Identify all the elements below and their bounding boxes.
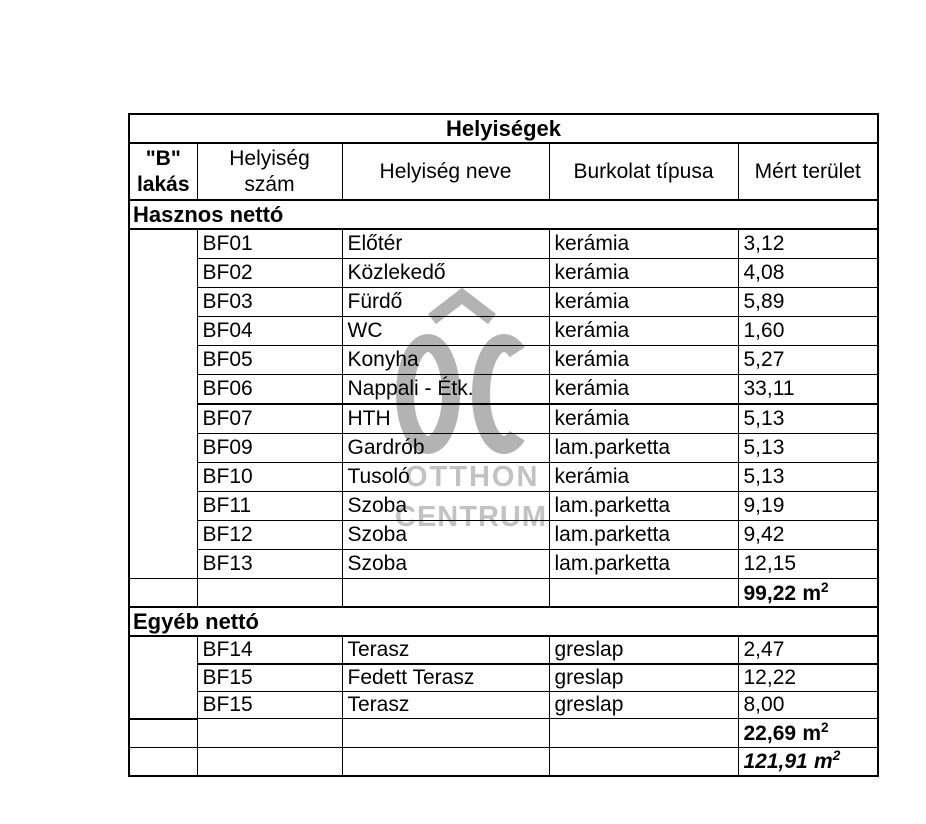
cell-room-name: Tusoló bbox=[342, 463, 549, 492]
cell-room-name: Gardrób bbox=[342, 434, 549, 463]
cell-room-number: BF04 bbox=[197, 317, 342, 346]
cell-room-number: BF14 bbox=[197, 636, 342, 664]
cell-flooring: lam.parketta bbox=[549, 434, 738, 463]
cell-flooring: kerámia bbox=[549, 463, 738, 492]
cell-empty bbox=[342, 747, 549, 776]
table-row bbox=[129, 375, 878, 405]
cell-room-name: HTH bbox=[342, 404, 549, 434]
cell-area: 5,27 bbox=[738, 346, 878, 375]
cell-room-name: Szoba bbox=[342, 521, 549, 550]
cell-room-name: Közlekedő bbox=[342, 259, 549, 288]
section-title: Hasznos nettó bbox=[129, 200, 878, 229]
grand-total-value: 121,91 bbox=[743, 750, 808, 773]
cell-flooring: kerámia bbox=[549, 375, 738, 405]
table-row bbox=[129, 317, 878, 346]
cell-room-name: Szoba bbox=[342, 492, 549, 521]
cell-room-number: BF11 bbox=[197, 492, 342, 521]
cell-area: 2,47 bbox=[738, 636, 878, 664]
subtotal-unit-sup: 2 bbox=[821, 579, 829, 595]
cell-area: 5,13 bbox=[738, 463, 878, 492]
cell-area: 3,12 bbox=[738, 229, 878, 259]
cell-empty bbox=[129, 579, 197, 608]
cell-room-name: Fedett Terasz bbox=[342, 664, 549, 692]
cell-room-number: BF01 bbox=[197, 229, 342, 259]
cell-flooring: kerámia bbox=[549, 288, 738, 317]
table-row bbox=[129, 346, 878, 375]
watermark-word-centrum: CENTRUM bbox=[395, 501, 547, 533]
cell-area: 12,15 bbox=[738, 550, 878, 579]
cell-flooring: greslap bbox=[549, 636, 738, 664]
table-row bbox=[129, 692, 878, 719]
header-b-line1: "B" bbox=[145, 146, 181, 170]
grand-total-unit: m bbox=[814, 750, 833, 773]
cell-room-number: BF07 bbox=[197, 404, 342, 434]
table-row bbox=[129, 550, 878, 579]
cell-empty bbox=[197, 579, 342, 608]
cell-room-number: BF15 bbox=[197, 664, 342, 692]
table-row bbox=[129, 664, 878, 692]
cell-room-name: Fürdő bbox=[342, 288, 549, 317]
cell-room-name: Terasz bbox=[342, 692, 549, 719]
section-row-egyeb-netto bbox=[129, 607, 878, 636]
cell-flooring: kerámia bbox=[549, 229, 738, 259]
cell-room-number: BF02 bbox=[197, 259, 342, 288]
header-b-lakas bbox=[129, 143, 197, 200]
header-helyiseg-neve: Helyiség neve bbox=[342, 143, 549, 200]
cell-flooring: kerámia bbox=[549, 346, 738, 375]
subtotal-row-hasznos bbox=[129, 579, 878, 608]
table-row bbox=[129, 229, 878, 259]
cell-flooring: kerámia bbox=[549, 259, 738, 288]
cell-room-number: BF15 bbox=[197, 692, 342, 719]
cell-flooring: lam.parketta bbox=[549, 492, 738, 521]
table-row bbox=[129, 636, 878, 664]
cell-subtotal-area bbox=[738, 719, 878, 748]
header-mert-terulet: Mért terület bbox=[738, 143, 878, 200]
cell-flooring: lam.parketta bbox=[549, 550, 738, 579]
cell-lakas-merged bbox=[129, 636, 197, 719]
rooms-table bbox=[128, 113, 879, 777]
section-row-hasznos-netto bbox=[129, 200, 878, 229]
cell-empty bbox=[129, 719, 197, 748]
cell-grand-total-area bbox=[738, 747, 878, 776]
cell-flooring: lam.parketta bbox=[549, 521, 738, 550]
table-title: Helyiségek bbox=[129, 114, 878, 143]
cell-empty bbox=[197, 747, 342, 776]
table-row bbox=[129, 521, 878, 550]
cell-area: 5,13 bbox=[738, 404, 878, 434]
cell-room-number: BF05 bbox=[197, 346, 342, 375]
cell-room-name: Nappali - Étk. bbox=[342, 375, 549, 405]
cell-area: 4,08 bbox=[738, 259, 878, 288]
table-title-row bbox=[129, 114, 878, 143]
cell-flooring: greslap bbox=[549, 664, 738, 692]
cell-room-name: WC bbox=[342, 317, 549, 346]
grand-total-unit-sup: 2 bbox=[832, 748, 841, 763]
table-row bbox=[129, 434, 878, 463]
grand-total-row bbox=[129, 747, 878, 776]
header-helyiseg-szam bbox=[197, 143, 342, 200]
cell-empty bbox=[549, 747, 738, 776]
table-row bbox=[129, 288, 878, 317]
header-szam-line2: szám bbox=[244, 172, 295, 196]
cell-empty bbox=[342, 719, 549, 748]
cell-empty bbox=[197, 719, 342, 748]
header-szam-line1: Helyiség bbox=[229, 146, 310, 170]
cell-room-name: Szoba bbox=[342, 550, 549, 579]
table-row bbox=[129, 404, 878, 434]
cell-empty bbox=[549, 579, 738, 608]
cell-subtotal-area bbox=[738, 579, 878, 608]
table-row bbox=[129, 492, 878, 521]
cell-flooring: kerámia bbox=[549, 317, 738, 346]
subtotal-row-egyeb bbox=[129, 719, 878, 748]
cell-room-name: Terasz bbox=[342, 636, 549, 664]
cell-room-name: Konyha bbox=[342, 346, 549, 375]
subtotal-unit: m bbox=[802, 581, 822, 605]
table-header-row bbox=[129, 143, 878, 200]
cell-lakas-merged bbox=[129, 229, 197, 579]
header-b-line2: lakás bbox=[136, 172, 190, 196]
cell-room-number: BF06 bbox=[197, 375, 342, 405]
cell-area: 33,11 bbox=[738, 375, 878, 405]
watermark-word-otthon: OTTHON bbox=[405, 461, 540, 493]
cell-flooring: kerámia bbox=[549, 404, 738, 434]
cell-room-name: Előtér bbox=[342, 229, 549, 259]
subtotal-unit-sup: 2 bbox=[821, 719, 829, 735]
cell-flooring: greslap bbox=[549, 692, 738, 719]
cell-room-number: BF13 bbox=[197, 550, 342, 579]
cell-area: 5,89 bbox=[738, 288, 878, 317]
cell-room-number: BF09 bbox=[197, 434, 342, 463]
subtotal-unit: m bbox=[802, 721, 822, 745]
subtotal-value: 99,22 bbox=[743, 581, 797, 605]
cell-empty bbox=[129, 747, 197, 776]
cell-room-number: BF10 bbox=[197, 463, 342, 492]
cell-empty bbox=[342, 579, 549, 608]
cell-room-number: BF03 bbox=[197, 288, 342, 317]
cell-area: 12,22 bbox=[738, 664, 878, 692]
table-row bbox=[129, 463, 878, 492]
table-row bbox=[129, 259, 878, 288]
cell-area: 9,42 bbox=[738, 521, 878, 550]
subtotal-value: 22,69 bbox=[743, 721, 797, 745]
cell-area: 8,00 bbox=[738, 692, 878, 719]
header-burkolat-tipusa: Burkolat típusa bbox=[549, 143, 738, 200]
cell-area: 1,60 bbox=[738, 317, 878, 346]
cell-room-number: BF12 bbox=[197, 521, 342, 550]
cell-area: 5,13 bbox=[738, 434, 878, 463]
cell-empty bbox=[549, 719, 738, 748]
section-title: Egyéb nettó bbox=[129, 607, 878, 636]
cell-area: 9,19 bbox=[738, 492, 878, 521]
